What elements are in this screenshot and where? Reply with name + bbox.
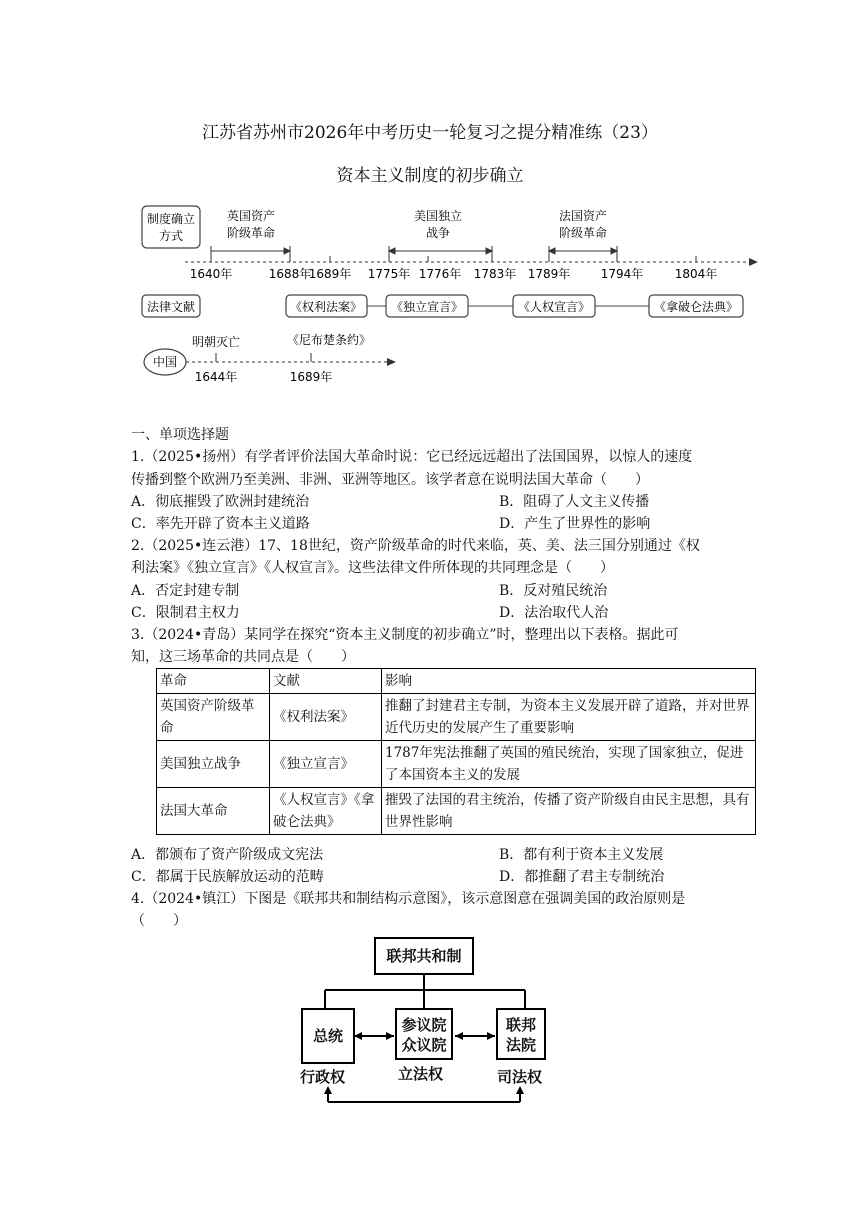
timeline-figure	[130, 198, 770, 393]
event-usa-line2: 战争	[425, 226, 451, 240]
senate-label: 参议院	[401, 1016, 447, 1034]
executive-power-label: 行政权	[300, 1068, 346, 1086]
table-cell: 摧毁了法国的君主统治，传播了资产阶级自由民主思想，具有世界性影响	[382, 788, 756, 835]
president-box: 总统	[301, 1008, 355, 1064]
table-header-row	[157, 669, 756, 694]
year-1775: 1775年	[367, 267, 411, 281]
doc-napoleonic-code: 《拿破仑法典》	[653, 300, 739, 314]
federal-court-box	[496, 1008, 546, 1060]
table-row	[157, 741, 756, 788]
federal-court-line2: 法院	[505, 1036, 536, 1054]
table-header-cell: 影响	[382, 669, 756, 694]
event-england-line2: 阶级革命	[226, 226, 276, 240]
table-cell: 美国独立战争	[157, 741, 270, 788]
q3-option-b[interactable]: B．都有利于资本主义发展	[499, 847, 664, 863]
q4-stem-line2: （ ）	[131, 913, 187, 929]
q2-option-a[interactable]: A．否定封建专制	[131, 583, 240, 599]
doc-rights-of-man: 《人权宣言》	[517, 300, 591, 314]
table-header-cell: 文献	[270, 669, 382, 694]
q3-option-d[interactable]: D．都推翻了君主专制统治	[499, 869, 665, 885]
q2-option-b[interactable]: B．反对殖民统治	[499, 583, 608, 599]
congress-box	[395, 1008, 453, 1060]
table-header-cell: 革命	[157, 669, 270, 694]
page-title: 江苏省苏州市2026年中考历史一轮复习之提分精准练（23）	[202, 123, 658, 143]
q1-stem-line1: 1.（2025•扬州）有学者评价法国大革命时说：它已经远远超出了法国国界，以惊人的速度	[131, 449, 693, 465]
year-1783: 1783年	[473, 267, 517, 281]
table-cell: 《权利法案》	[270, 694, 382, 741]
q2-stem-line1: 2.（2025•连云港）17、18世纪，资产阶级革命的时代来临，英、美、法三国分别通过《权	[131, 538, 700, 554]
law-label: 法律文献	[146, 300, 196, 314]
q1-stem-line2: 传播到整个欧洲乃至美洲、非洲、亚洲等地区。该学者意在说明法国大革命（ ）	[131, 472, 649, 488]
method-label-line1: 制度确立	[146, 212, 196, 226]
event-usa-line1: 美国独立	[413, 209, 463, 223]
doc-declaration-independence: 《独立宣言》	[390, 300, 464, 314]
q3-option-a[interactable]: A．都颁布了资产阶级成文宪法	[131, 847, 324, 863]
federal-republic-box: 联邦共和制	[374, 937, 474, 975]
china-event-ming: 明朝灭亡	[191, 335, 241, 349]
event-france-line2: 阶级革命	[558, 226, 608, 240]
year-1789: 1789年	[527, 267, 571, 281]
china-year-1644: 1644年	[194, 370, 238, 384]
doc-bill-of-rights: 《权利法案》	[289, 300, 363, 314]
q4-stem-line1: 4.（2024•镇江）下图是《联邦共和制结构示意图》，该示意图意在强调美国的政治原则是	[131, 891, 686, 907]
table-cell: 推翻了封建君主专制，为资本主义发展开辟了道路，并对世界近代历史的发展产生了重要影响	[382, 694, 756, 741]
q3-option-c[interactable]: C．都属于民族解放运动的范畴	[131, 869, 324, 885]
q1-option-c[interactable]: C．率先开辟了资本主义道路	[131, 516, 310, 532]
table-row	[157, 788, 756, 835]
section-heading: 一、单项选择题	[131, 427, 229, 443]
table-row	[157, 694, 756, 741]
q3-table	[156, 668, 756, 835]
house-label: 众议院	[401, 1036, 447, 1054]
judicial-power-label: 司法权	[497, 1068, 543, 1086]
q3-stem-line1: 3.（2024•青岛）某同学在探究“资本主义制度的初步确立”时，整理出以下表格。据此可	[131, 627, 679, 643]
table-cell: 法国大革命	[157, 788, 270, 835]
event-france-line1: 法国资产	[558, 209, 608, 223]
q3-stem-line2: 知，这三场革命的共同点是（ ）	[131, 649, 355, 665]
china-label: 中国	[152, 355, 178, 369]
q1-option-a[interactable]: A．彻底摧毁了欧洲封建统治	[131, 494, 310, 510]
table-cell: 《独立宣言》	[270, 741, 382, 788]
year-1640: 1640年	[189, 267, 233, 281]
table-cell: 1787年宪法推翻了英国的殖民统治，实现了国家独立，促进了本国资本主义的发展	[382, 741, 756, 788]
china-event-nerchinsk: 《尼布楚条约》	[286, 333, 372, 347]
page-subtitle: 资本主义制度的初步确立	[336, 166, 524, 186]
table-cell: 《人权宣言》《拿破仑法典》	[270, 788, 382, 835]
year-1804: 1804年	[674, 267, 718, 281]
legislative-power-label: 立法权	[398, 1065, 444, 1083]
china-year-1689: 1689年	[289, 370, 333, 384]
table-cell: 英国资产阶级革命	[157, 694, 270, 741]
q2-option-c[interactable]: C．限制君主权力	[131, 605, 240, 621]
year-1794: 1794年	[600, 267, 644, 281]
year-1776: 1776年	[418, 267, 462, 281]
year-1689: 1689年	[308, 267, 352, 281]
year-1688: 1688年	[268, 267, 312, 281]
q2-option-d[interactable]: D．法治取代人治	[499, 605, 609, 621]
q1-option-d[interactable]: D．产生了世界性的影响	[499, 516, 651, 532]
federal-court-line1: 联邦	[505, 1016, 536, 1034]
event-england-line1: 英国资产	[226, 209, 276, 223]
q2-stem-line2: 利法案》《独立宣言》《人权宣言》。这些法律文件所体现的共同理念是（ ）	[131, 560, 614, 576]
method-label-line2: 方式	[158, 229, 184, 243]
q1-option-b[interactable]: B．阻碍了人文主义传播	[499, 494, 650, 510]
